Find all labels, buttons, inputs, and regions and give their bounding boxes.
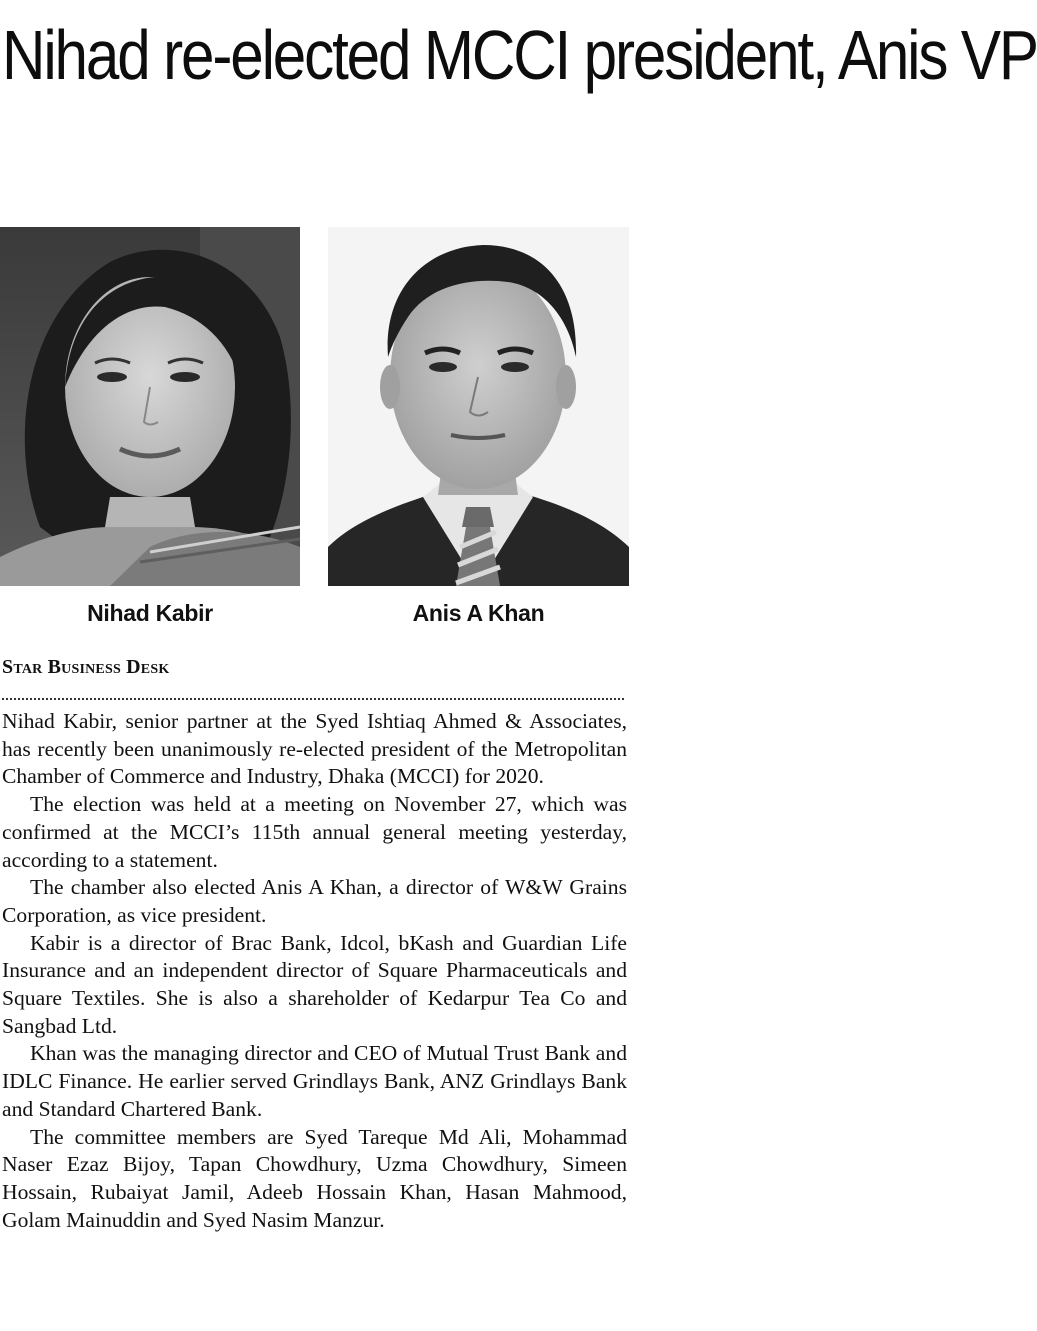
article-body [2, 708, 627, 1234]
paragraph-1: Nihad Kabir, senior partner at the Syed Ishtiaq Ahmed & Associates, has recently been unanimously re-elected president of the Metropolitan Chamber of Commerce and Industry, Dhaka (MCCI) for 2020. [2, 709, 627, 789]
nihad-kabir-photo [0, 227, 300, 586]
dotted-divider [2, 698, 624, 700]
paragraph-3: The chamber also elected Anis A Khan, a director of W&W Grains Corporation, as vice president. [2, 875, 627, 927]
paragraph-5: Khan was the managing director and CEO of Mutual Trust Bank and IDLC Finance. He earlier served Grindlays Bank, ANZ Grindlays Bank and Standard Chartered Bank. [2, 1041, 627, 1121]
paragraph-2: The election was held at a meeting on November 27, which was confirmed at the MCCI’s 115th annual general meeting yesterday, according to a statement. [2, 792, 627, 872]
photo-caption-anis-a-khan: Anis A Khan [412, 600, 545, 626]
photo-caption-nihad-kabir: Nihad Kabir [87, 600, 213, 626]
anis-a-khan-photo [328, 227, 629, 586]
paragraph-6: The committee members are Syed Tareque Md Ali, Mohammad Naser Ezaz Bijoy, Tapan Chowdhury, Uzma Chowdhury, Simeen Hossain, Rubaiyat Jamil, Adeeb Hossain Khan, Hasan Mahmood, Golam Mainuddin and Syed Nasim Manzur. [2, 1124, 627, 1232]
byline: Star Business Desk [2, 656, 170, 678]
paragraph-4: Kabir is a director of Brac Bank, Idcol, bKash and Guardian Life Insurance and an independent director of Square Pharmaceuticals and Square Textiles. She is also a shareholder of Kedarpur Tea Co and Sangbad Ltd. [2, 930, 627, 1038]
headline: Nihad re-elected MCCI president, Anis VP [2, 16, 1037, 94]
